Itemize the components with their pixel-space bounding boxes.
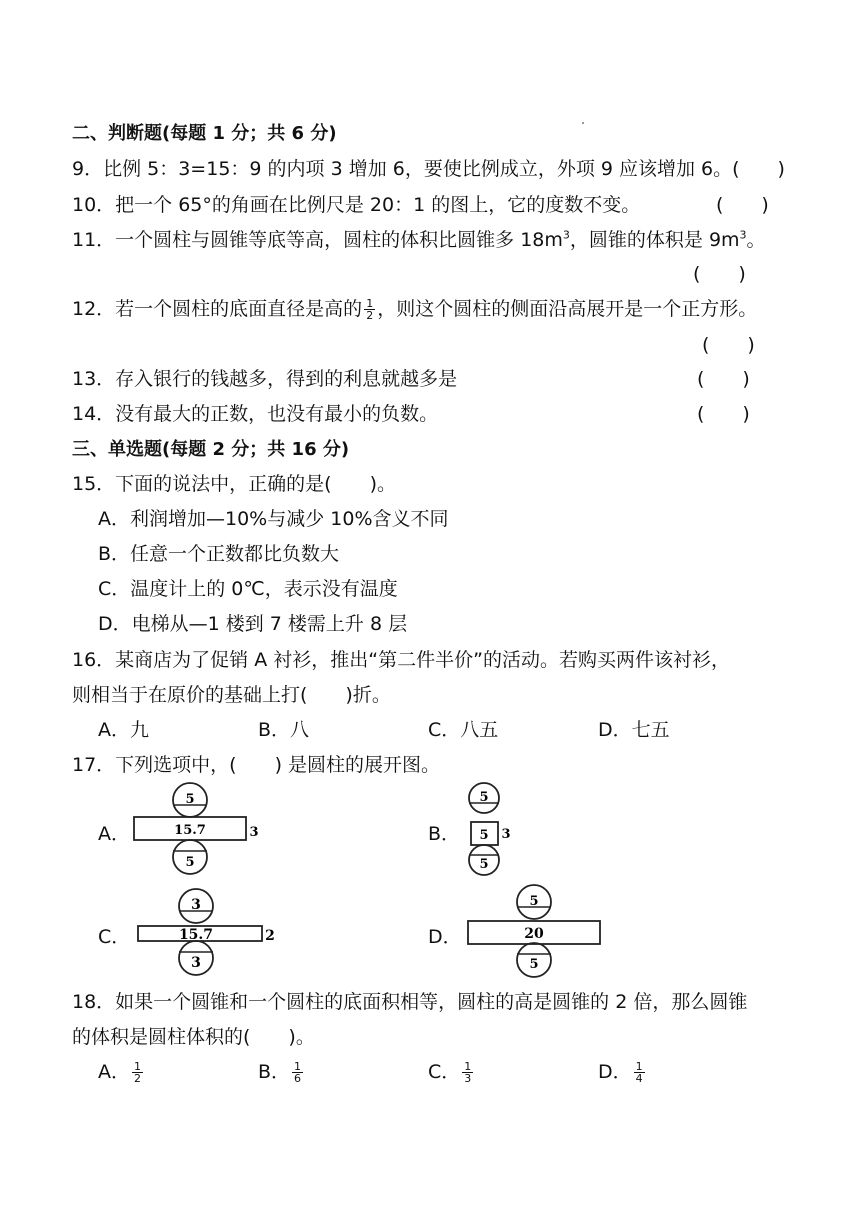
- question-9: 9．比例 5：3=15：9 的内项 3 增加 6，要使比例成立，外项 9 应该增加 6。( ): [72, 158, 785, 180]
- q15-option-d[interactable]: D．电梯从—1 楼到 7 楼需上升 8 层: [98, 613, 408, 635]
- q18d-num: 1: [635, 1060, 643, 1073]
- question-17: 17．下列选项中，( ) 是圆柱的展开图。: [72, 754, 441, 776]
- section3-heading: 三、单选题(每题 2 分；共 16 分): [72, 439, 350, 460]
- q17b-rect: 5: [479, 828, 489, 843]
- q18c-den: 3: [464, 1072, 472, 1085]
- q16-option-c[interactable]: C．八五: [428, 719, 499, 741]
- q18-option-b[interactable]: [258, 1060, 305, 1084]
- q12-frac-den: 2: [366, 309, 374, 322]
- q17-option-d-label[interactable]: D．: [428, 926, 462, 948]
- q11-sup-a: 3: [562, 228, 570, 242]
- q17-option-b-label[interactable]: B．: [428, 823, 461, 845]
- q17c-circle-bottom: 3: [191, 955, 201, 971]
- q18d-den: 4: [635, 1072, 643, 1085]
- answer-blank-12[interactable]: ( ): [702, 334, 755, 356]
- q11-sup-b: 3: [739, 228, 747, 242]
- question-18-line2: 的体积是圆柱体积的( )。: [72, 1026, 315, 1048]
- q18-option-a[interactable]: [98, 1060, 145, 1084]
- question-11: [72, 228, 766, 252]
- q18c-fraction: [462, 1061, 473, 1084]
- question-15: 15．下面的说法中，正确的是( )。: [72, 473, 397, 495]
- q17-option-b-net[interactable]: [462, 782, 522, 886]
- question-13: 13．存入银行的钱越多，得到的利息就越多是: [72, 368, 458, 390]
- q16-option-b[interactable]: B．八: [258, 719, 310, 741]
- question-12: [72, 297, 757, 321]
- q18b-num: 1: [294, 1060, 302, 1073]
- q17b-circle-top: 5: [479, 790, 489, 805]
- q18b-den: 6: [294, 1072, 302, 1085]
- q11-text-a: 11．一个圆柱与圆锥等底等高，圆柱的体积比圆锥多 18m: [72, 229, 563, 251]
- q17d-rect: 20: [524, 926, 544, 942]
- answer-blank-11[interactable]: ( ): [693, 263, 746, 285]
- q17-option-d-net[interactable]: [462, 880, 612, 984]
- q17c-circle-top: 3: [191, 897, 201, 913]
- question-14: 14．没有最大的正数，也没有最小的负数。: [72, 403, 439, 425]
- q15-option-c[interactable]: C．温度计上的 0℃，表示没有温度: [98, 578, 398, 600]
- q15-option-b[interactable]: B．任意一个正数都比负数大: [98, 543, 340, 565]
- q18a-den: 2: [134, 1072, 141, 1085]
- q18c-label: C．: [428, 1061, 461, 1083]
- q18a-num: 1: [134, 1060, 141, 1073]
- q12-text-b: ，则这个圆柱的侧面沿高展开是一个正方形。: [377, 298, 758, 320]
- question-10: 10．把一个 65°的角画在比例尺是 20：1 的图上，它的度数不变。: [72, 194, 641, 216]
- q17-option-a-net[interactable]: [128, 782, 268, 886]
- scan-dot: [582, 122, 584, 124]
- question-16-line1: 16．某商店为了促销 A 衬衫，推出“第二件半价”的活动。若购买两件该衬衫，: [72, 649, 730, 671]
- q18b-fraction: [292, 1061, 303, 1084]
- q17c-rect: 15.7: [178, 927, 214, 943]
- q11-text-b: ，圆锥的体积是 9m: [569, 229, 740, 251]
- q18b-label: B．: [258, 1061, 291, 1083]
- q18-option-c[interactable]: [428, 1060, 475, 1084]
- q12-frac-num: 1: [366, 297, 374, 310]
- q18c-num: 1: [464, 1060, 472, 1073]
- q18a-fraction: [132, 1061, 143, 1084]
- section2-heading: 二、判断题(每题 1 分；共 6 分): [72, 123, 337, 144]
- q16-option-d[interactable]: D．七五: [598, 719, 670, 741]
- q11-text-c: 。: [746, 229, 766, 251]
- answer-blank-10[interactable]: ( ): [716, 194, 769, 216]
- q17d-circle-top: 5: [529, 894, 539, 909]
- question-16-line2: 则相当于在原价的基础上打( )折。: [72, 684, 391, 706]
- q17c-side: 2: [265, 928, 275, 944]
- q17d-circle-bottom: 5: [529, 957, 539, 972]
- q17-option-c-label[interactable]: C．: [98, 926, 131, 948]
- q12-text-a: 12．若一个圆柱的底面直径是高的: [72, 298, 363, 320]
- q18-option-d[interactable]: [598, 1060, 647, 1084]
- q17b-circle-bottom: 5: [479, 857, 489, 872]
- q18a-label: A．: [98, 1061, 130, 1083]
- q17a-side: 3: [249, 825, 259, 840]
- answer-blank-13[interactable]: ( ): [697, 368, 750, 390]
- answer-blank-14[interactable]: ( ): [697, 403, 750, 425]
- question-18-line1: 18．如果一个圆锥和一个圆柱的底面积相等，圆柱的高是圆锥的 2 倍，那么圆锥: [72, 991, 748, 1013]
- q17a-circle-bottom: 5: [185, 855, 195, 870]
- q17b-side: 3: [501, 827, 511, 842]
- q18d-fraction: [634, 1061, 645, 1084]
- q17a-circle-top: 5: [185, 792, 195, 807]
- q12-fraction: [364, 298, 375, 321]
- q18d-label: D．: [598, 1061, 632, 1083]
- q17-option-a-label[interactable]: A．: [98, 823, 130, 845]
- q16-option-a[interactable]: A．九: [98, 719, 149, 741]
- q17-option-c-net[interactable]: [130, 886, 280, 982]
- q15-option-a[interactable]: A．利润增加—10%与减少 10%含义不同: [98, 508, 449, 530]
- q17a-rect: 15.7: [174, 823, 206, 838]
